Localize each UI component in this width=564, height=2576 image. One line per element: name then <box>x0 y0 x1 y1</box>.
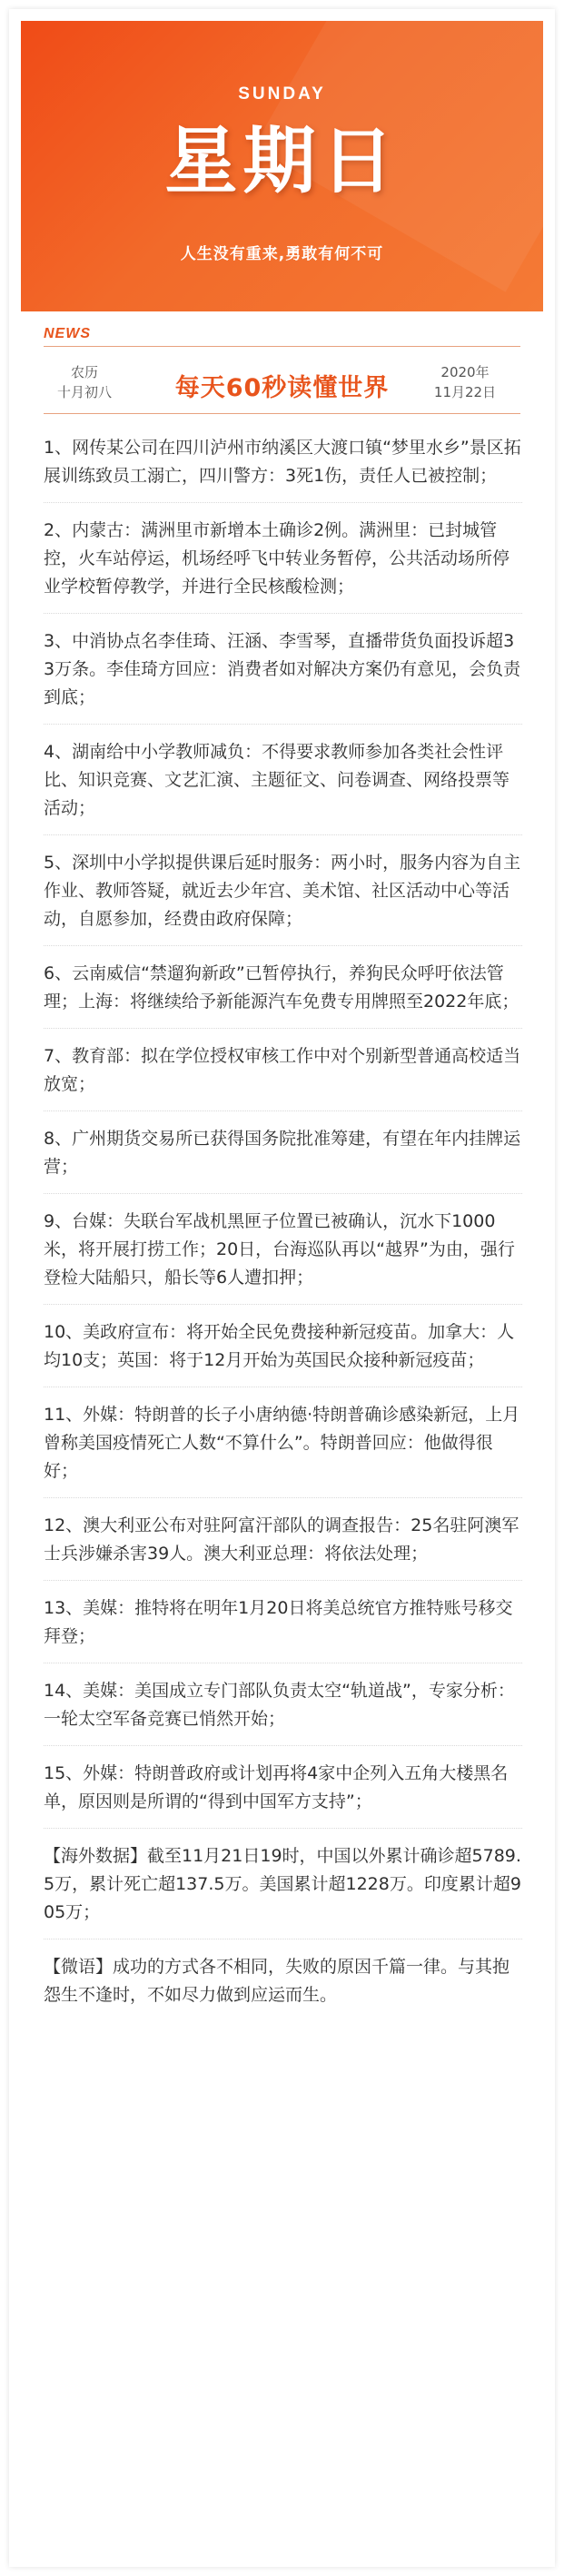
news-item-12: 12、澳大利亚公布对驻阿富汗部队的调查报告：25名驻阿澳军士兵涉嫌杀害39人。澳大利亚总理：将依法处理； <box>44 1512 522 1581</box>
banner-day-english: SUNDAY <box>238 84 326 104</box>
banner-motto: 人生没有重来,勇敢有何不可 <box>180 245 384 263</box>
news-item-4: 4、湖南给中小学教师减负：不得要求教师参加各类社会性评比、知识竞赛、文艺汇演、主题征文、问卷调查、网络投票等活动； <box>44 738 522 835</box>
news-item-6: 6、云南威信“禁遛狗新政”已暂停执行，养狗民众呼吁依法管理；上海：将继续给予新能源汽车免费专用牌照至2022年底； <box>44 960 522 1029</box>
news-item-11: 11、外媒：特朗普的长子小唐纳德·特朗普确诊感染新冠，上月曾称美国疫情死亡人数“不算什么”。特朗普回应：他做得很好； <box>44 1401 522 1498</box>
news-item-15: 15、外媒：特朗普政府或计划再将4家中企列入五角大楼黑名单，原因则是所谓的“得到中国军方支持”； <box>44 1760 522 1829</box>
news-item-8: 8、广州期货交易所已获得国务院批准筹建，有望在年内挂牌运营； <box>44 1125 522 1194</box>
header-rule-bottom <box>44 413 520 414</box>
news-item-14: 14、美媒：美国成立专门部队负责太空“轨道战”，专家分析：一轮太空军备竞赛已悄然开始； <box>44 1677 522 1746</box>
month-day: 11月22日 <box>433 384 497 400</box>
lunar-label: 农历 <box>70 364 98 380</box>
news-item-7: 7、教育部：拟在学位授权审核工作中对个别新型普通高校适当放宽； <box>44 1042 522 1111</box>
gregorian-date-block <box>424 362 506 402</box>
news-item-2: 2、内蒙古：满洲里市新增本土确诊2例。满洲里：已封城管控，火车站停运，机场经呼飞中转业务暂停，公共活动场所停业学校暂停教学，并进行全民核酸检测； <box>44 517 522 614</box>
news-tag: NEWS <box>44 326 91 341</box>
lunar-date-block <box>44 362 125 402</box>
year: 2020年 <box>440 364 490 380</box>
news-list <box>44 434 522 2035</box>
news-item-1: 1、网传某公司在四川泸州市纳溪区大渡口镇“梦里水乡”景区拓展训练致员工溺亡，四川警方：3死1伤，责任人已被控制； <box>44 434 522 503</box>
header-rule-top <box>44 346 520 347</box>
page-title: 每天60秒读懂世界 <box>174 374 390 402</box>
news-item-5: 5、深圳中小学拟提供课后延时服务：两小时，服务内容为自主作业、教师答疑，就近去少年宫、美术馆、社区活动中心等活动，自愿参加，经费由政府保障； <box>44 849 522 946</box>
news-item-9: 9、台媒：失联台军战机黑匣子位置已被确认，沉水下1000米，将开展打捞工作；20日，台海巡队再以“越界”为由，强行登检大陆船只，船长等6人遭扣押； <box>44 1208 522 1305</box>
overseas-data: 【海外数据】截至11月21日19时，中国以外累计确诊超5789.5万，累计死亡超137.5万。美国累计超1228万。印度累计超905万； <box>44 1842 522 1939</box>
news-item-13: 13、美媒：推特将在明年1月20日将美总统官方推特账号移交拜登； <box>44 1594 522 1663</box>
news-item-3: 3、中消协点名李佳琦、汪涵、李雪琴，直播带货负面投诉超33万条。李佳琦方回应：消费者如对解决方案仍有意见，会负责到底； <box>44 627 522 725</box>
news-card <box>9 9 555 2567</box>
news-item-10: 10、美政府宣布：将开始全民免费接种新冠疫苗。加拿大：人均10支；英国：将于12月开始为英国民众接种新冠疫苗； <box>44 1318 522 1387</box>
daily-quote: 【微语】成功的方式各不相同，失败的原因千篇一律。与其抱怨生不逢时，不如尽力做到应运而生。 <box>44 1957 510 2005</box>
header-banner <box>21 21 543 311</box>
lunar-date: 十月初八 <box>56 384 112 400</box>
banner-day-chinese: 星期日 <box>164 119 400 203</box>
